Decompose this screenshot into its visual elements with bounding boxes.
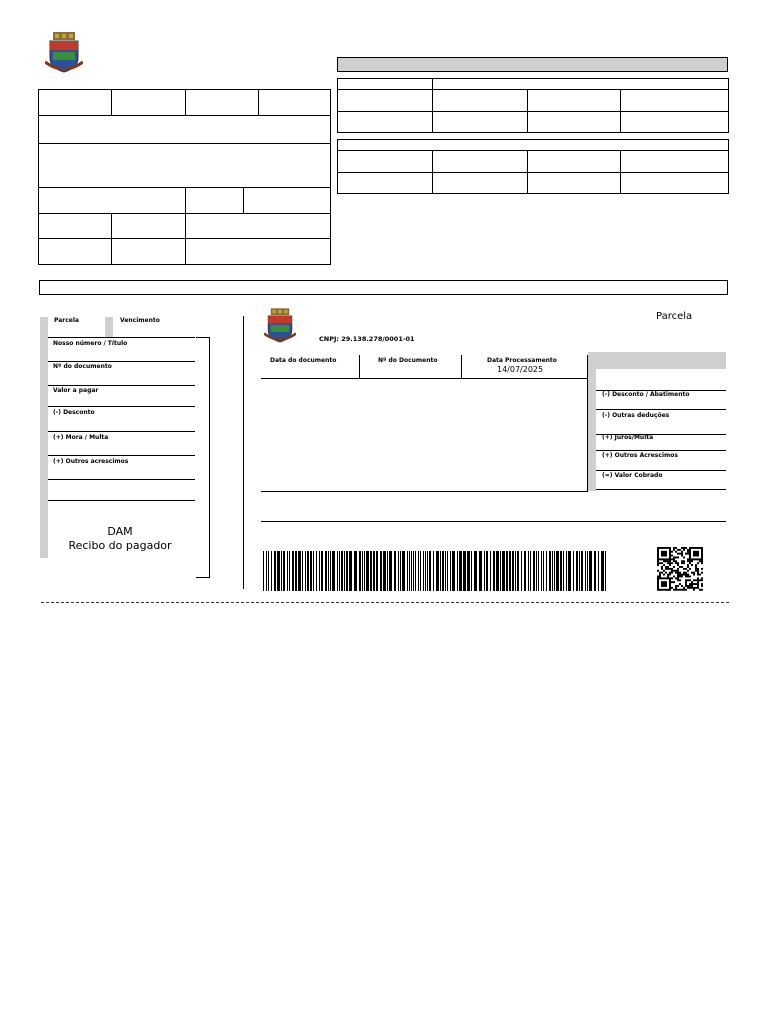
barcode-icon [263, 551, 608, 591]
receipt-num-documento-label: Nº do documento [53, 363, 112, 370]
slip-outros-acrescimos-label: (+) Outros Acrescimos [602, 452, 678, 459]
receipt-mora-multa-label: (+) Mora / Multa [53, 434, 109, 441]
receipt-title-dam: DAM [107, 525, 133, 538]
municipal-crest-icon [45, 32, 83, 74]
receipt-gray-strip [40, 317, 48, 558]
receipt-desconto-label: (-) Desconto [53, 409, 95, 416]
slip-crest-icon [264, 307, 296, 345]
slip-data-processamento-value: 14/07/2025 [497, 365, 544, 374]
slip-parcela-label: Parcela [656, 311, 693, 322]
slip-cnpj: CNPJ: 29.138.278/0001-01 [319, 335, 415, 343]
qr-code-icon [657, 547, 704, 591]
tax-values-table-2 [337, 139, 729, 194]
instructions-bar [39, 280, 728, 295]
tax-values-table-1 [337, 78, 729, 133]
slip-valor-cobrado-label: (=) Valor Cobrado [602, 472, 663, 479]
receipt-vencimento-label: Vencimento [120, 317, 160, 324]
slip-data-processamento-label: Data Processamento [487, 357, 557, 364]
receipt-outros-acrescimos-label: (+) Outros acrescimos [53, 458, 129, 465]
slip-value-header [588, 352, 726, 369]
slip-outras-deducoes-label: (-) Outras deduções [602, 412, 670, 419]
receipt-title-recibo: Recibo do pagador [68, 539, 172, 552]
receipt-separator [243, 316, 244, 589]
slip-desconto-abatimento-label: (-) Desconto / Abatimento [602, 391, 690, 398]
cut-line [41, 602, 729, 603]
slip-num-documento-label: Nº do Documento [378, 357, 438, 364]
receipt-parcela-label: Parcela [54, 317, 79, 324]
receipt-nosso-numero-label: Nosso número / Título [53, 340, 128, 347]
header-bar [337, 57, 728, 72]
slip-value-gray-strip [588, 369, 596, 491]
receipt-valor-pagar-label: Valor a pagar [53, 387, 99, 394]
slip-juros-multa-label: (+) Juros/Multa [602, 434, 654, 441]
slip-data-documento-label: Data do documento [270, 357, 337, 364]
receipt-gray-divider [105, 317, 113, 337]
